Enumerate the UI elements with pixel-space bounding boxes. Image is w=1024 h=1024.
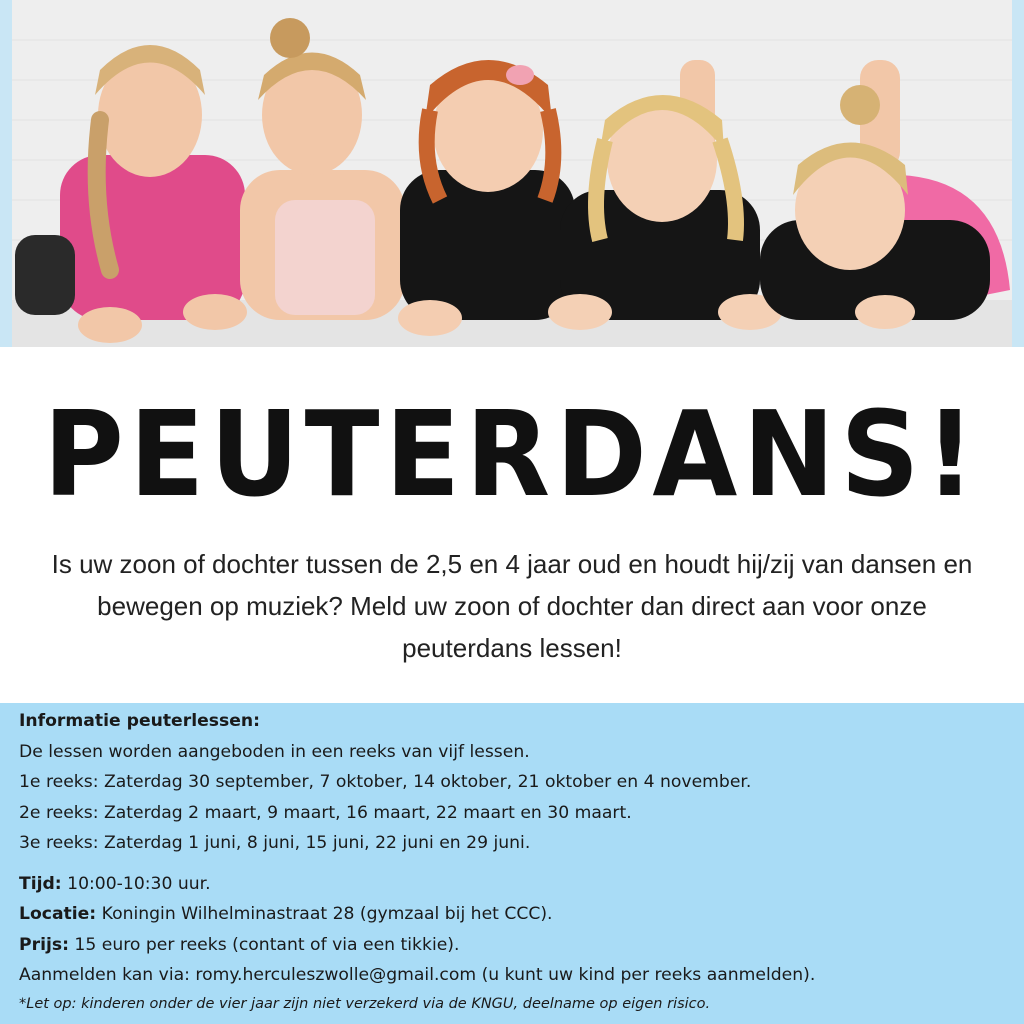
children-photo-icon bbox=[0, 0, 1024, 347]
signup-text: Aanmelden kan via: romy.herculeszwolle@gmail.com (u kunt uw kind per reeks aanmelden). bbox=[19, 965, 816, 985]
location-row bbox=[19, 899, 1024, 930]
time-label: Tijd: bbox=[19, 873, 62, 894]
location-value: Koningin Wilhelminastraat 28 (gymzaal bij het CCC). bbox=[96, 904, 553, 924]
children-photo bbox=[0, 0, 1024, 347]
price-row bbox=[19, 930, 1024, 961]
series-item: 2e reeks: Zaterdag 2 maart, 9 maart, 16 maart, 22 maart en 30 maart. bbox=[19, 802, 632, 823]
intro-text: Is uw zoon of dochter tussen de 2,5 en 4 jaar oud en houdt hij/zij van dansen en bewegen op muziek? Meld uw zoon of dochter dan direct aan voor onze peuterdans lessen! bbox=[51, 549, 973, 663]
info-heading: Informatie peuterlessen: bbox=[19, 711, 260, 731]
page-title: PEUTERDANS! bbox=[43, 385, 981, 523]
price-label: Prijs: bbox=[19, 934, 69, 955]
insurance-note: *Let op: kinderen onder de vier jaar zijn niet verzekerd via de KNGU, deelname op eigen risico. bbox=[19, 995, 711, 1012]
info-panel bbox=[0, 703, 1024, 1024]
series-item: 1e reeks: Zaterdag 30 september, 7 oktober, 14 oktober, 21 oktober en 4 november. bbox=[19, 772, 752, 792]
series-item: 3e reeks: Zaterdag 1 juni, 8 juni, 15 juni, 22 juni en 29 juni. bbox=[19, 833, 531, 853]
price-value: 15 euro per reeks (contant of via een tikkie). bbox=[68, 934, 460, 955]
time-value: 10:00-10:30 uur. bbox=[61, 873, 211, 894]
time-row bbox=[19, 869, 1024, 900]
series-intro: De lessen worden aangeboden in een reeks van vijf lessen. bbox=[19, 741, 530, 762]
location-label: Locatie: bbox=[19, 904, 97, 924]
